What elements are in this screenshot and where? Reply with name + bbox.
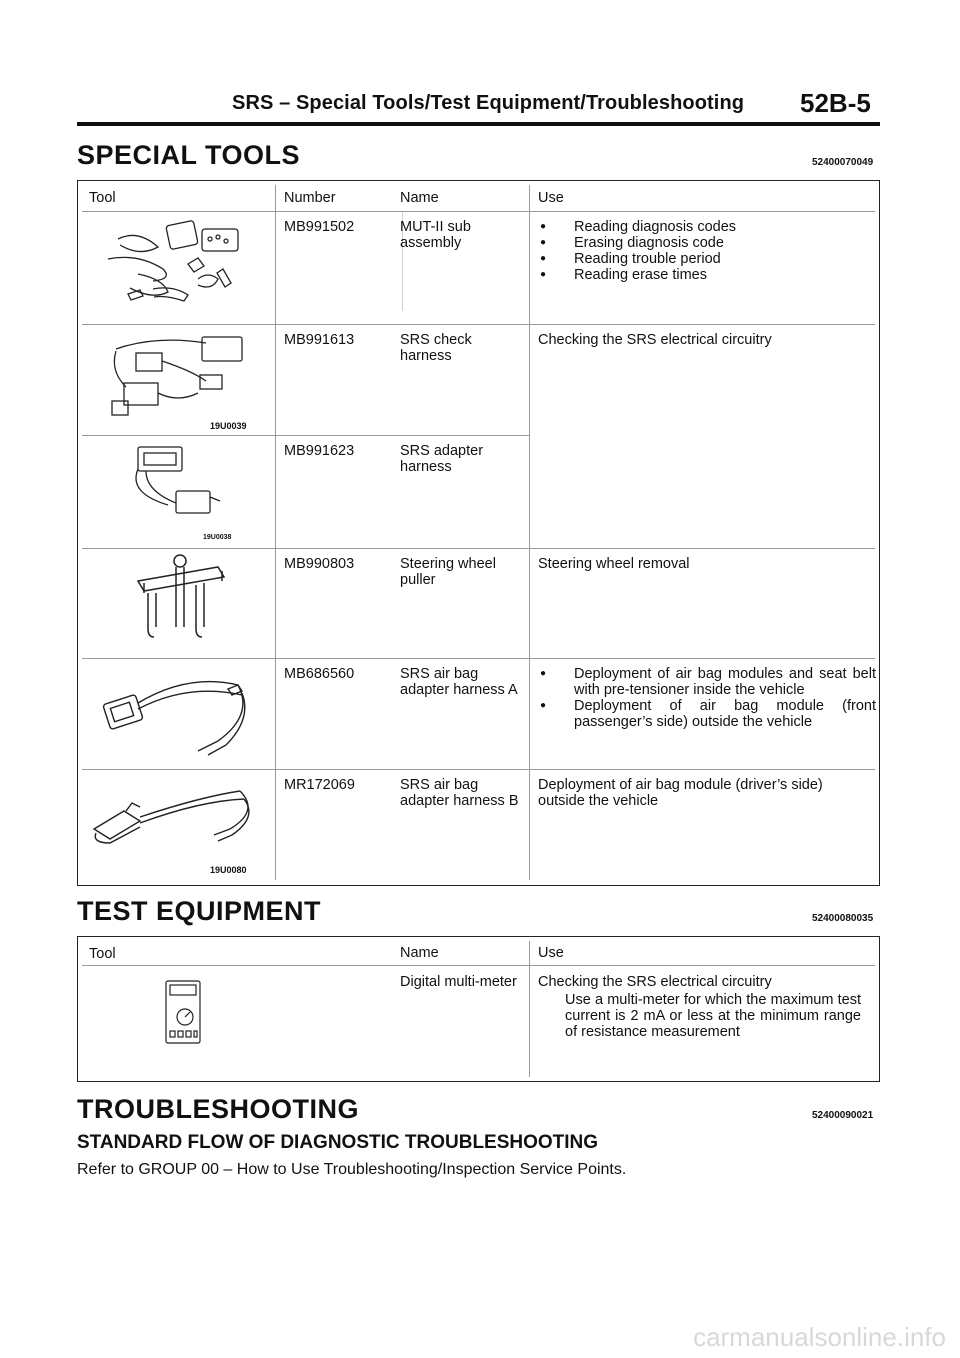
tool-name: MUT-II sub assembly xyxy=(400,219,471,251)
tool-number: MB991613 xyxy=(284,332,355,348)
col-header-tool: Tool xyxy=(89,190,116,206)
steering-wheel-puller-image xyxy=(136,553,236,658)
special-tools-table xyxy=(77,180,880,886)
list-item: ● Deployment of air bag module (front passenger’s side) outside the vehicle xyxy=(538,698,876,730)
watermark: carmanualsonline.info xyxy=(693,1322,946,1352)
list-item: ● Reading erase times xyxy=(538,267,868,283)
header-rule xyxy=(77,122,880,126)
test-equipment-heading: TEST EQUIPMENT xyxy=(77,896,322,926)
special-tools-heading: SPECIAL TOOLS xyxy=(77,140,301,170)
tool-name: SRS adapter harness xyxy=(400,443,484,475)
col-header-use: Use xyxy=(538,190,564,206)
row-divider xyxy=(82,769,875,770)
troubleshooting-code: 52400090021 xyxy=(812,1110,874,1121)
harness-a-use-list xyxy=(538,666,876,730)
list-item: ● Erasing diagnosis code xyxy=(538,235,868,251)
col-divider xyxy=(529,941,530,1077)
tool-name: SRS check harness xyxy=(400,332,472,364)
figure-code: 19U0080 xyxy=(210,865,247,875)
tool-number: MB990803 xyxy=(284,556,355,572)
row-divider xyxy=(82,965,875,966)
page-header-title: SRS – Special Tools/Test Equipment/Troubleshooting xyxy=(232,92,745,114)
mut-ii-sub-assembly-image xyxy=(98,219,248,314)
row-divider xyxy=(82,658,875,659)
troubleshooting-reference: Refer to GROUP 00 – How to Use Troubleshooting/Inspection Service Points. xyxy=(77,1161,627,1178)
row-divider xyxy=(82,211,875,212)
equipment-name: Digital multi-meter xyxy=(400,974,517,990)
col-header-name: Name xyxy=(400,945,439,961)
tool-name: Steering wheel puller xyxy=(400,556,496,588)
row-divider xyxy=(82,548,875,549)
troubleshooting-subtitle: STANDARD FLOW OF DIAGNOSTIC TROUBLESHOOTING xyxy=(77,1132,599,1153)
special-tools-code: 52400070049 xyxy=(812,157,874,168)
tool-use: Checking the SRS electrical circuitry xyxy=(538,332,772,348)
col-header-name: Name xyxy=(400,190,439,206)
tool-number: MB991623 xyxy=(284,443,355,459)
srs-check-harness-image xyxy=(106,329,256,429)
tool-name: SRS air bag adapter harness A xyxy=(400,666,518,698)
equipment-use: Checking the SRS electrical circuitry xyxy=(538,974,772,990)
col-divider xyxy=(275,185,276,880)
row-divider xyxy=(82,435,530,436)
tool-use: Steering wheel removal xyxy=(538,556,690,572)
tool-number: MR172069 xyxy=(284,777,355,793)
test-equipment-table xyxy=(77,936,880,1082)
mut-ii-use-list xyxy=(538,219,868,283)
page-number: 52B-5 xyxy=(800,88,871,118)
row-divider xyxy=(82,324,875,325)
test-equipment-code: 52400080035 xyxy=(812,913,874,924)
srs-air-bag-adapter-harness-b-image xyxy=(88,777,263,862)
srs-air-bag-adapter-harness-a-image xyxy=(98,669,258,764)
col-header-tool: Tool xyxy=(89,946,116,962)
digital-multimeter-image xyxy=(164,979,204,1054)
tool-use: Deployment of air bag module (driver’s side) outside the vehicle xyxy=(538,777,823,809)
list-item: ● Reading diagnosis codes xyxy=(538,219,868,235)
figure-code: 19U0038 xyxy=(203,534,232,541)
troubleshooting-heading: TROUBLESHOOTING xyxy=(77,1094,359,1124)
tool-number: MB991502 xyxy=(284,219,355,235)
list-item: ● Deployment of air bag modules and seat belt with pre-tensioner inside the vehicle xyxy=(538,666,876,698)
tool-name: SRS air bag adapter harness B xyxy=(400,777,519,809)
tool-number: MB686560 xyxy=(284,666,355,682)
equipment-use-note: Use a multi-meter for which the maximum test current is 2 mA or less at the minimum range of resistance measurement xyxy=(565,992,861,1040)
col-header-use: Use xyxy=(538,945,564,961)
figure-code: 19U0039 xyxy=(210,421,247,431)
srs-adapter-harness-image xyxy=(118,439,238,539)
list-item: ● Reading trouble period xyxy=(538,251,868,267)
col-divider xyxy=(529,185,530,880)
col-header-number: Number xyxy=(284,190,336,206)
